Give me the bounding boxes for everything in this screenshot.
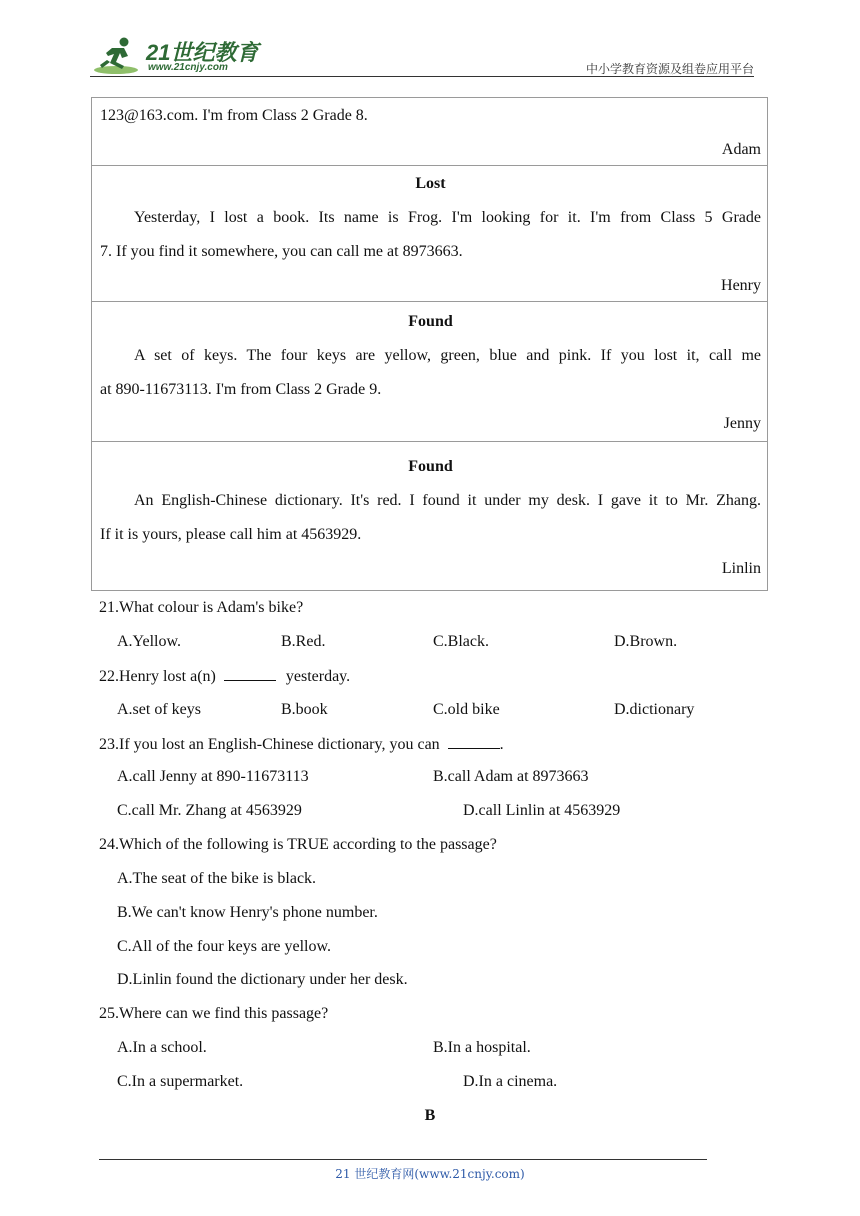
notice-line [134,491,761,511]
notice-line: at 890-11673113. I'm from Class 2 Grade 9. [100,381,382,398]
notice-adam [91,97,768,166]
notice-line-text: A set of keys. The four keys are yellow, green, blue and pink. If you lost it, call me [134,347,761,364]
notice-signature: Linlin [721,560,761,577]
question-22-option-d: D.dictionary [614,701,695,718]
notice-line: 7. If you find it somewhere, you can call me at 8973663. [100,243,463,260]
notice-line: If it is yours, please call him at 4563929. [100,526,362,543]
question-22-option-b: B.book [281,701,328,718]
question-22-stem-a: 22.Henry lost a(n) [99,668,216,685]
question-21-option-a: A.Yellow. [117,633,182,650]
question-25-option-c: C.In a supermarket. [117,1073,244,1090]
header-platform-text: 中小学教育资源及组卷应用平台 [585,62,754,76]
notice-line-text: Yesterday, I lost a book. Its name is Frog. I'm looking for it. I'm from Class 5 Grade [134,209,761,226]
answer-blank [224,666,276,681]
question-21-option-d: D.Brown. [614,633,678,650]
question-21-stem: 21.What colour is Adam's bike? [99,599,304,616]
question-22-option-a: A.set of keys [117,701,201,718]
question-23-stem-b: . [499,736,504,753]
notice-title: Found [408,313,453,330]
section-label: B [424,1107,436,1124]
question-23-option-a: A.call Jenny at 890-11673113 [117,768,309,785]
question-23-option-d: D.call Linlin at 4563929 [463,802,621,819]
question-24-option-a: A.The seat of the bike is black. [117,870,317,887]
question-22-option-c: C.old bike [433,701,500,718]
header-divider [90,76,754,77]
notice-title: Found [408,458,453,475]
page-footer[interactable]: 21 世纪教育网(www.21cnjy.com) [335,1167,525,1181]
question-25-option-a: A.In a school. [117,1039,207,1056]
page-header [90,34,754,78]
question-25-option-d: D.In a cinema. [463,1073,558,1090]
question-23-stem [99,734,504,755]
question-24-option-c: C.All of the four keys are yellow. [117,938,332,955]
question-23-stem-a: 23.If you lost an English-Chinese dictionary, you can [99,736,440,753]
notice-line [134,346,761,366]
logo-url: www.21cnjy.com [148,62,228,73]
notice-line-text: An English-Chinese dictionary. It's red. I found it under my desk. I gave it to Mr. Zhang. [134,492,761,509]
question-24-option-b: B.We can't know Henry's phone number. [117,904,378,921]
question-21-option-c: C.Black. [433,633,489,650]
question-21-option-b: B.Red. [281,633,326,650]
question-25-stem: 25.Where can we find this passage? [99,1005,329,1022]
question-24-stem: 24.Which of the following is TRUE according to the passage? [99,836,497,853]
question-23-option-c: C.call Mr. Zhang at 4563929 [117,802,302,819]
question-24-option-d: D.Linlin found the dictionary under her desk. [117,971,408,988]
notice-found-dictionary [91,441,768,591]
question-22-stem [99,666,350,687]
notice-title: Lost [415,175,446,192]
question-25-option-b: B.In a hospital. [433,1039,531,1056]
notice-signature: Henry [721,277,761,294]
footer-divider [99,1159,707,1160]
logo-text: 21世纪教育 [146,40,259,65]
notice-signature: Adam [721,141,761,158]
question-23-option-b: B.call Adam at 8973663 [433,768,589,785]
notice-lost [91,165,768,302]
notice-line [134,208,761,228]
runner-icon [94,36,142,76]
answer-blank [448,734,500,749]
notice-line: 123@163.com. I'm from Class 2 Grade 8. [100,107,368,124]
notice-found-keys [91,301,768,442]
site-logo [94,34,284,78]
question-22-stem-b: yesterday. [285,668,351,685]
notice-signature: Jenny [723,415,761,432]
